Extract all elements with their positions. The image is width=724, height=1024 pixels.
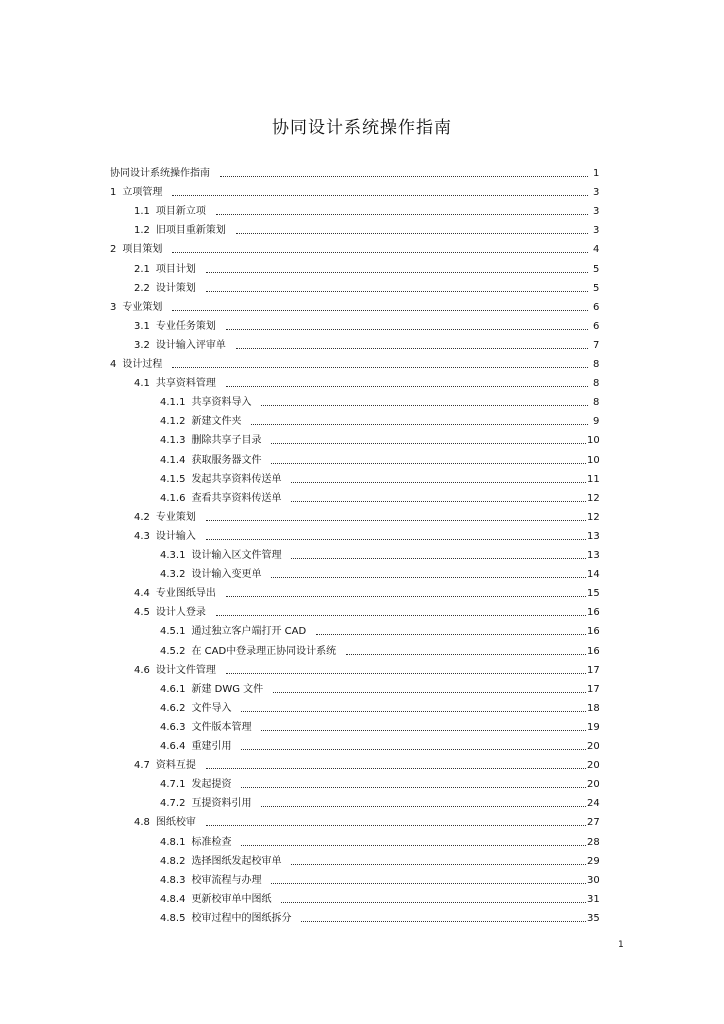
toc-entry-label: 项目策划: [122, 244, 163, 256]
toc-entry-page: 24: [587, 798, 600, 810]
toc-entry-label: 设计文件管理: [155, 664, 216, 676]
toc-leader-dots: [172, 195, 588, 196]
toc-entry-number: 2: [110, 244, 117, 256]
toc-entry-label: 设计输入变更单: [191, 569, 262, 581]
toc-entry[interactable]: [134, 663, 620, 679]
toc-entry[interactable]: [110, 357, 620, 373]
toc-leader-dots: [216, 615, 586, 616]
toc-entry-number: 4: [110, 359, 117, 370]
toc-entry-page: 14: [587, 569, 600, 581]
toc-entry-label: 设计输入评审单: [155, 339, 226, 351]
toc-entry-number: 4.1.1: [160, 397, 186, 409]
toc-entry[interactable]: [134, 262, 620, 278]
toc-entry[interactable]: [134, 338, 620, 354]
toc-leader-dots: [241, 845, 586, 846]
toc-entry-label: 新建 DWG 文件: [191, 683, 264, 695]
toc-entry-label: 协同设计系统操作指南: [110, 168, 210, 179]
toc-entry-number: 4.1.4: [160, 454, 186, 466]
toc-entry-label: 专业策划: [122, 301, 163, 313]
toc-entry[interactable]: [160, 873, 620, 889]
toc-entry[interactable]: [160, 892, 620, 908]
toc-entry-page: 12: [587, 511, 600, 523]
page-number: 1: [618, 940, 624, 950]
toc-entry[interactable]: [160, 682, 620, 698]
toc-leader-dots: [271, 883, 586, 884]
toc-entry[interactable]: [134, 204, 620, 220]
toc-entry-number: 4.1: [134, 378, 150, 390]
toc-leader-dots: [291, 864, 586, 865]
toc-entry[interactable]: [134, 319, 620, 335]
toc-entry[interactable]: [160, 433, 620, 449]
toc-leader-dots: [271, 577, 586, 578]
toc-entry[interactable]: [160, 644, 620, 660]
toc-entry-number: 1.2: [134, 225, 150, 237]
toc-entry[interactable]: [160, 777, 620, 793]
toc-entry-label: 专业图纸导出: [155, 588, 216, 600]
toc-entry-page: 15: [587, 588, 600, 600]
toc-entry-number: 4.2: [134, 511, 150, 523]
toc-entry-number: 4.6.2: [160, 702, 186, 714]
toc-entry-label: 设计输入: [155, 530, 196, 542]
toc-entry-number: 1.1: [134, 206, 150, 218]
toc-entry-label: 旧项目重新策划: [155, 225, 226, 237]
toc-entry-number: 4.8.1: [160, 836, 186, 848]
toc-entry-number: 4.8.3: [160, 874, 186, 886]
toc-leader-dots: [241, 749, 586, 750]
toc-entry-page: 8: [593, 397, 600, 409]
toc-entry-page: 29: [587, 855, 600, 867]
toc-entry[interactable]: [134, 281, 620, 297]
toc-entry-number: 4.3.1: [160, 550, 186, 561]
toc-entry-page: 3: [593, 187, 600, 199]
toc-leader-dots: [206, 825, 586, 826]
toc-leader-dots: [271, 463, 586, 464]
toc-leader-dots: [291, 482, 586, 483]
toc-entry[interactable]: [110, 185, 620, 201]
toc-entry-page: 11: [587, 473, 600, 485]
toc-entry-page: 19: [587, 721, 600, 733]
toc-entry-number: 4.5.1: [160, 626, 186, 638]
toc-entry-label: 标准检查: [191, 836, 232, 848]
toc-entry-page: 16: [587, 607, 600, 619]
toc-leader-dots: [291, 558, 586, 559]
toc-entry-number: 4.3.2: [160, 569, 186, 581]
toc-entry-number: 3.1: [134, 320, 150, 332]
toc-entry-label: 设计过程: [122, 359, 163, 370]
toc-entry-page: 18: [587, 702, 600, 714]
toc-entry-label: 专业任务策划: [155, 320, 216, 332]
toc-entry-number: 3.2: [134, 339, 150, 351]
toc-entry-label: 项目计划: [155, 263, 196, 275]
toc-entry[interactable]: [160, 414, 620, 430]
toc-leader-dots: [291, 501, 586, 502]
toc-entry-number: 4.6.1: [160, 683, 186, 695]
toc-entry-label: 查看共享资料传送单: [191, 492, 282, 504]
toc-leader-dots: [261, 405, 588, 406]
toc-entry-label: 通过独立客户端打开 CAD: [191, 626, 307, 638]
toc-leader-dots: [271, 443, 586, 444]
document-title: 协同设计系统操作指南: [272, 118, 452, 138]
toc-entry[interactable]: [134, 815, 620, 831]
toc-entry-label: 校审流程与办理: [191, 874, 262, 886]
toc-entry-label: 发起共享资料传送单: [191, 473, 282, 485]
toc-entry-label: 设计策划: [155, 282, 196, 294]
toc-entry-number: 4.8: [134, 817, 150, 829]
toc-leader-dots: [241, 711, 586, 712]
toc-entry-number: 4.5.2: [160, 645, 186, 657]
toc-entry-page: 28: [587, 836, 600, 848]
toc-entry-page: 27: [587, 817, 600, 829]
toc-entry-number: 4.7: [134, 760, 150, 772]
toc-entry-label: 互提资料引用: [191, 798, 252, 810]
toc-leader-dots: [226, 596, 586, 597]
toc-leader-dots: [241, 787, 586, 788]
toc-entry-label: 资料互提: [155, 760, 196, 772]
toc-entry[interactable]: [134, 510, 620, 526]
toc-leader-dots: [206, 768, 586, 769]
toc-leader-dots: [172, 252, 588, 253]
toc-entry-label: 专业策划: [155, 511, 196, 523]
toc-leader-dots: [206, 539, 586, 540]
toc-entry-label: 新建文件夹: [191, 416, 242, 428]
toc-entry-page: 20: [587, 779, 600, 791]
toc-entry[interactable]: [134, 376, 620, 392]
toc-leader-dots: [220, 176, 588, 177]
toc-entry-label: 重建引用: [191, 741, 232, 752]
toc-entry[interactable]: [134, 529, 620, 545]
toc-entry-page: 8: [593, 378, 600, 390]
toc-entry-number: 4.7.2: [160, 798, 186, 810]
toc-entry-number: 4.7.1: [160, 779, 186, 791]
toc-entry-number: 4.8.4: [160, 893, 186, 905]
toc-entry-label: 图纸校审: [155, 817, 196, 829]
toc-entry-label: 文件版本管理: [191, 721, 252, 733]
toc-entry-page: 12: [587, 492, 600, 504]
toc-leader-dots: [206, 520, 586, 521]
toc-leader-dots: [316, 634, 586, 635]
toc-entry-page: 16: [587, 626, 600, 638]
toc-leader-dots: [261, 730, 586, 731]
toc-leader-dots: [273, 692, 586, 693]
toc-entry-page: 20: [587, 760, 600, 772]
toc-entry[interactable]: [160, 548, 620, 564]
toc-entry[interactable]: [160, 567, 620, 583]
toc-entry-label: 删除共享子目录: [191, 435, 262, 447]
toc-entry[interactable]: [134, 758, 620, 774]
toc-entry[interactable]: [160, 472, 620, 488]
toc-entry-number: 4.5: [134, 607, 150, 619]
toc-entry-label: 共享资料导入: [191, 397, 252, 409]
toc-entry[interactable]: [134, 223, 620, 239]
toc-entry-label: 发起提资: [191, 779, 232, 791]
toc-entry-number: 4.6: [134, 664, 150, 676]
toc-entry-number: 1: [110, 187, 117, 199]
toc-entry[interactable]: [160, 701, 620, 717]
toc-entry-page: 30: [587, 874, 600, 886]
toc-leader-dots: [261, 806, 586, 807]
toc-entry-page: 17: [587, 664, 600, 676]
toc-entry[interactable]: [160, 796, 620, 812]
toc-leader-dots: [251, 424, 588, 425]
toc-entry-number: 4.6.4: [160, 741, 186, 752]
toc-entry-page: 9: [593, 416, 600, 428]
toc-entry-label: 共享资料管理: [155, 378, 216, 390]
toc-entry-label: 获取服务器文件: [191, 454, 262, 466]
toc-entry-page: 6: [593, 301, 600, 313]
toc-entry-label: 设计人登录: [155, 607, 206, 619]
toc-leader-dots: [172, 310, 588, 311]
toc-entry-number: 3: [110, 301, 117, 313]
toc-leader-dots: [172, 367, 588, 368]
toc-entry-number: 4.1.5: [160, 473, 186, 485]
toc-entry-label: 在 CAD中登录理正协同设计系统: [191, 645, 337, 657]
toc-leader-dots: [226, 673, 586, 674]
toc-entry-number: 4.1.6: [160, 492, 186, 504]
toc-entry-page: 13: [587, 550, 600, 561]
toc-leader-dots: [281, 902, 586, 903]
toc-entry[interactable]: [160, 624, 620, 640]
toc-entry-page: 5: [593, 282, 600, 294]
toc-leader-dots: [206, 291, 588, 292]
toc-entry[interactable]: [160, 491, 620, 507]
toc-entry-number: 4.3: [134, 530, 150, 542]
toc-entry-page: 6: [593, 320, 600, 332]
toc-entry[interactable]: [160, 453, 620, 469]
toc-entry[interactable]: [160, 835, 620, 851]
toc-leader-dots: [236, 233, 588, 234]
toc-entry-page: 5: [593, 263, 600, 275]
toc-entry-page: 16: [587, 645, 600, 657]
toc-entry-label: 选择图纸发起校审单: [191, 855, 282, 867]
toc-leader-dots: [301, 921, 586, 922]
toc-entry[interactable]: [110, 300, 620, 316]
toc-leader-dots: [236, 348, 588, 349]
toc-entry-page: 1: [593, 168, 600, 179]
toc-entry-label: 立项管理: [122, 187, 163, 199]
toc-entry-number: 4.1.3: [160, 435, 186, 447]
toc-entry-label: 项目新立项: [155, 206, 206, 218]
toc-entry-page: 3: [593, 225, 600, 237]
toc-entry-page: 10: [587, 454, 600, 466]
toc-entry-page: 8: [593, 359, 600, 370]
toc-entry-page: 35: [587, 912, 600, 924]
toc-leader-dots: [346, 654, 586, 655]
toc-entry-label: 校审过程中的图纸拆分: [191, 912, 292, 924]
toc-leader-dots: [206, 272, 588, 273]
toc-entry-page: 7: [593, 339, 600, 351]
toc-leader-dots: [226, 329, 588, 330]
toc-entry-page: 3: [593, 206, 600, 218]
toc-entry-page: 4: [593, 244, 600, 256]
toc-entry-page: 13: [587, 530, 600, 542]
toc-entry-number: 4.8.5: [160, 912, 186, 924]
toc-entry-number: 4.8.2: [160, 855, 186, 867]
toc-entry-number: 4.1.2: [160, 416, 186, 428]
toc-entry[interactable]: [134, 605, 620, 621]
toc-entry-number: 2.1: [134, 263, 150, 275]
toc-entry[interactable]: [134, 586, 620, 602]
toc-entry-number: 4.4: [134, 588, 150, 600]
toc-entry[interactable]: [160, 720, 620, 736]
toc-entry-number: 2.2: [134, 282, 150, 294]
toc-entry-page: 31: [587, 893, 600, 905]
toc-entry-label: 设计输入区文件管理: [191, 550, 282, 561]
toc-leader-dots: [216, 214, 588, 215]
toc-entry[interactable]: [160, 854, 620, 870]
toc-entry[interactable]: [160, 911, 620, 927]
toc-entry-number: 4.6.3: [160, 721, 186, 733]
toc-entry-page: 10: [587, 435, 600, 447]
toc-leader-dots: [226, 386, 588, 387]
toc-entry-page: 17: [587, 683, 600, 695]
toc-entry[interactable]: [160, 395, 620, 411]
toc-entry[interactable]: [110, 242, 620, 258]
toc-entry-label: 更新校审单中图纸: [191, 893, 272, 905]
toc-entry-label: 文件导入: [191, 702, 232, 714]
toc-entry-page: 20: [587, 741, 600, 752]
toc-entry[interactable]: [110, 166, 620, 182]
toc-entry[interactable]: [160, 739, 620, 755]
